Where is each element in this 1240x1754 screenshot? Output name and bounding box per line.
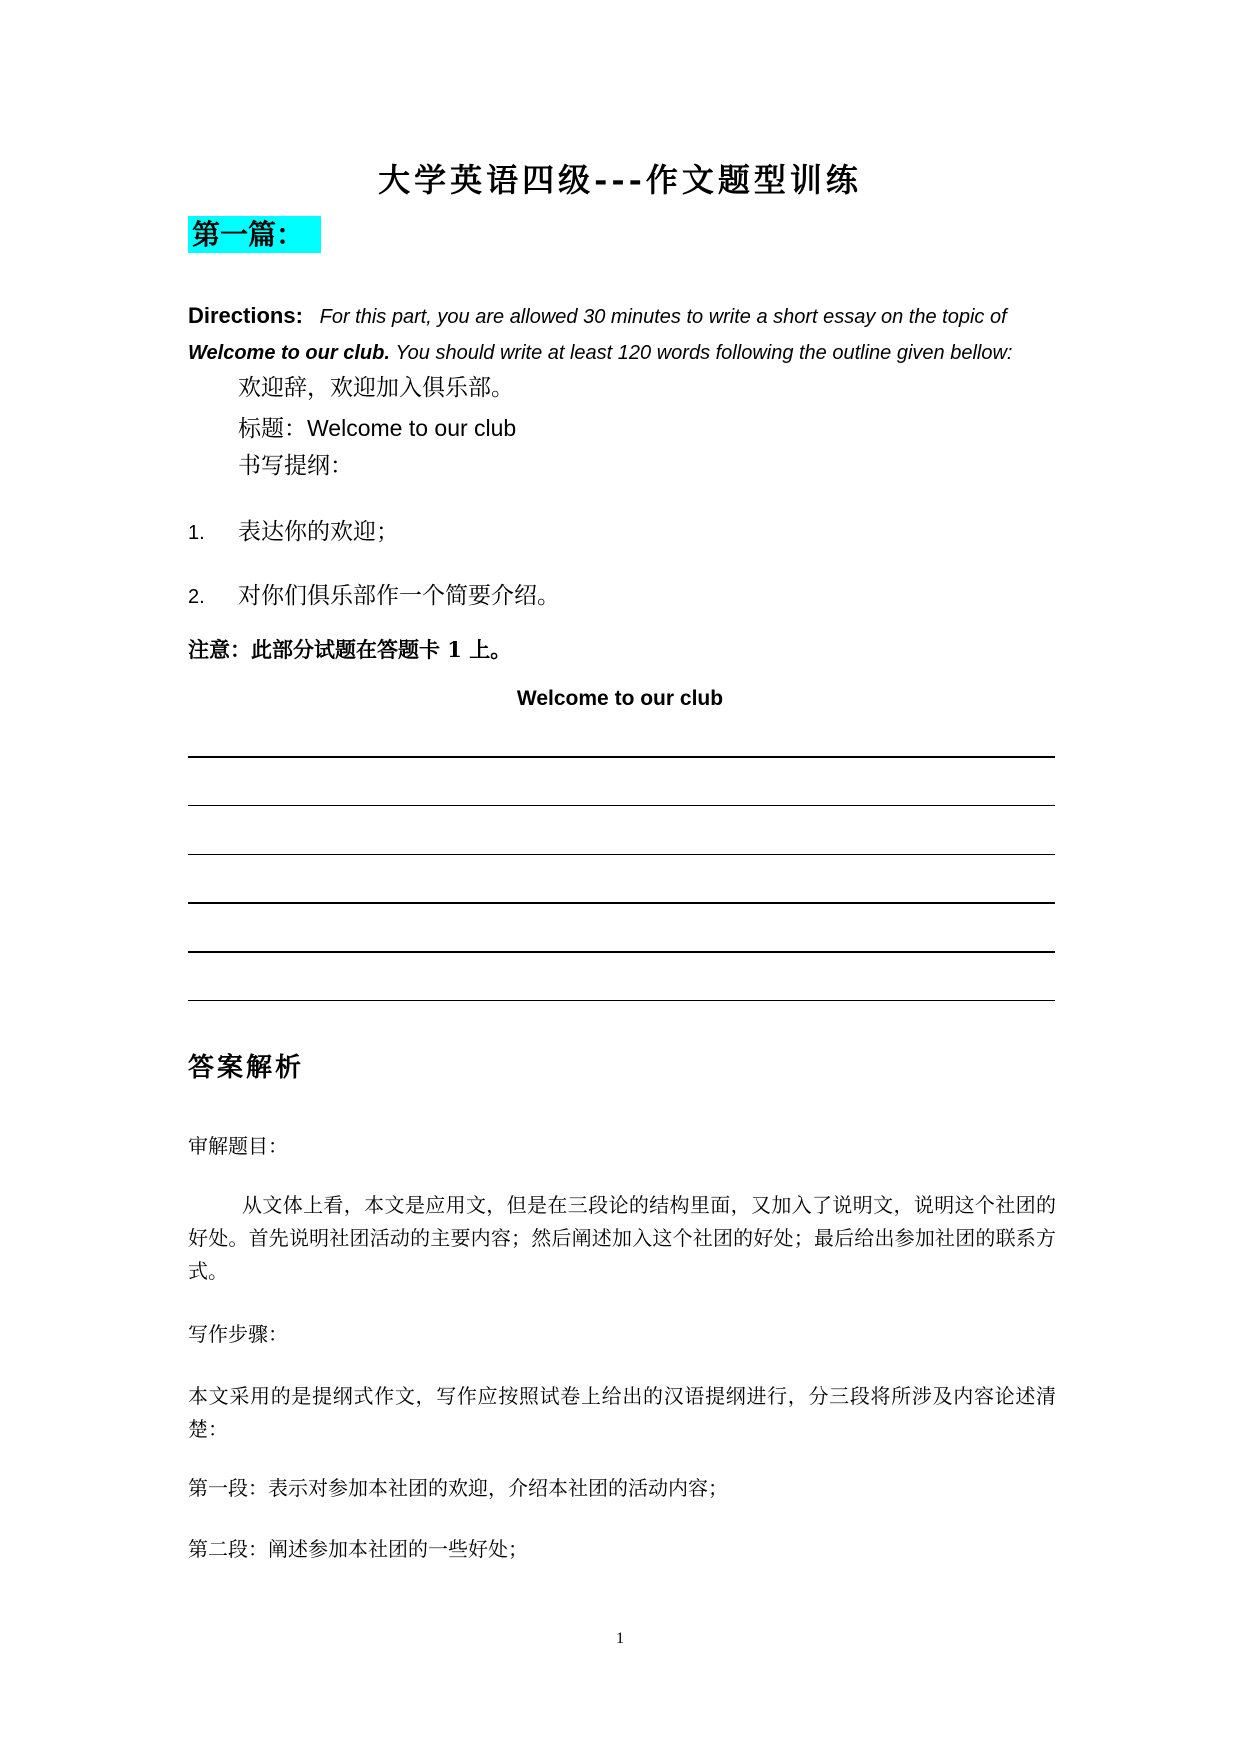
item-number: 1.: [188, 522, 205, 544]
answer-heading: 答案解析: [188, 1053, 305, 1083]
analysis-paragraph: 本文采用的是提纲式作文，写作应按照试卷上给出的汉语提纲进行，分三段将所涉及内容论述清楚：: [188, 1384, 1056, 1441]
writing-line: [188, 756, 1055, 758]
answer-sheet-note: 注意：此部分试题在答题卡 1 上。: [188, 637, 512, 662]
directions-block: [188, 298, 1068, 371]
analysis-paragraph: 第二段：阐述参加本社团的一些好处；: [188, 1537, 528, 1561]
directions-label: Directions:: [188, 303, 303, 328]
page-number: 1: [616, 1630, 624, 1647]
writing-line: [188, 951, 1055, 953]
outline-line-3: 书写提纲：: [238, 453, 353, 479]
writing-line: [188, 805, 1055, 806]
outline-line-1: 欢迎辞，欢迎加入俱乐部。: [238, 375, 514, 401]
document-title: 大学英语四级---作文题型训练: [378, 161, 862, 199]
analysis-paragraph: 第一段：表示对参加本社团的欢迎，介绍本社团的活动内容；: [188, 1476, 728, 1500]
outline-line-2: [238, 412, 516, 445]
writing-line: [188, 1000, 1055, 1001]
section-tag: 第一篇：: [188, 216, 321, 253]
item-text: 表达你的欢迎；: [238, 519, 399, 545]
analysis-paragraph: 审解题目：: [188, 1134, 288, 1158]
outline-title-value: Welcome to our club: [307, 415, 517, 441]
analysis-paragraph: 从文体上看，本文是应用文，但是在三段论的结构里面，又加入了说明文，说明这个社团的好处。首先说明社团活动的主要内容；然后阐述加入这个社团的好处；最后给出参加社团的联系方式。: [188, 1193, 1056, 1283]
item-number: 2.: [188, 586, 205, 608]
outline-item-2: [188, 580, 560, 613]
outline-item-1: [188, 516, 399, 549]
essay-title: Welcome to our club: [516, 687, 724, 710]
directions-topic: Welcome to our club.: [188, 342, 390, 364]
analysis-paragraph: 写作步骤：: [188, 1322, 288, 1346]
directions-text-1: For this part, you are allowed 30 minutes to write a short essay on the topic of: [319, 306, 1007, 328]
item-text: 对你们俱乐部作一个简要介绍。: [238, 583, 560, 609]
writing-line: [188, 902, 1055, 904]
directions-text-2: You should write at least 120 words following the outline given bellow:: [395, 342, 1013, 364]
writing-line: [188, 854, 1055, 855]
outline-title-label: 标题：: [238, 416, 307, 442]
